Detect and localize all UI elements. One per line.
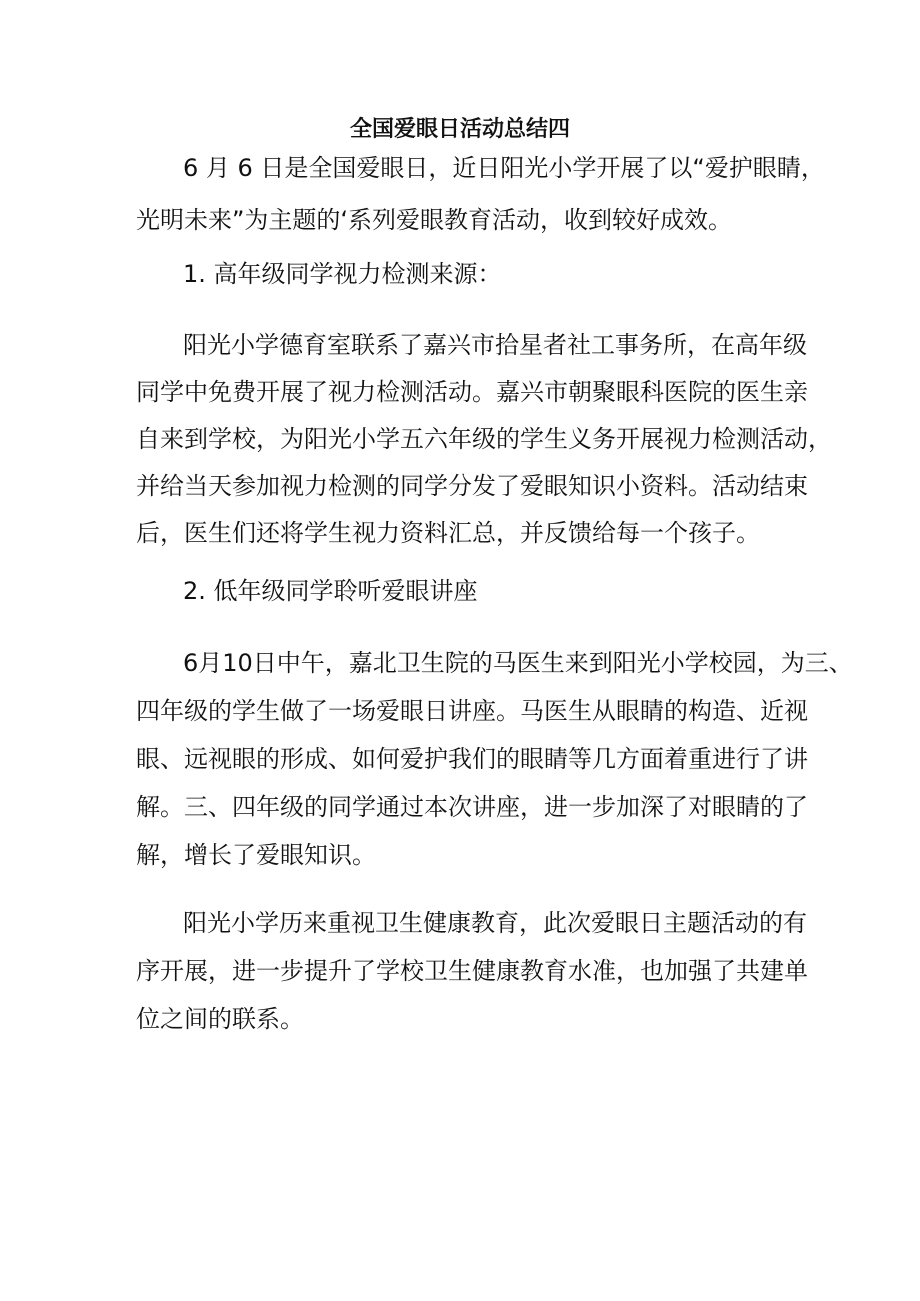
closing-line: 位之间的联系。	[136, 1005, 304, 1033]
closing-line: 序开展，进一步提升了学校卫生健康教育水准，也加强了共建单	[136, 957, 808, 985]
section-2-line: 眼、远视眼的形成、如何爱护我们的眼睛等几方面着重进行了讲	[136, 745, 808, 773]
closing-line: 阳光小学历来重视卫生健康教育，此次爱眼日主题活动的有	[183, 909, 807, 937]
section-2-heading: 2. 低年级同学聆听爱眼讲座	[183, 577, 478, 605]
intro-line: 6 月 6 日是全国爱眼日，近日阳光小学开展了以“爱护眼睛，	[183, 154, 825, 182]
section-2-line: 四年级的学生做了一场爱眼日讲座。马医生从眼睛的构造、近视	[136, 697, 808, 725]
section-1-line: 并给当天参加视力检测的同学分发了爱眼知识小资料。活动结束	[136, 472, 808, 500]
section-1-line: 同学中免费开展了视力检测活动。嘉兴市朝聚眼科医院的医生亲	[136, 378, 808, 406]
section-1-line: 阳光小学德育室联系了嘉兴市拾星者社工事务所，在高年级	[183, 331, 807, 359]
intro-line: 光明未来”为主题的‘系列爱眼教育活动，收到较好成效。	[136, 206, 733, 234]
section-2-line: 解。三、四年级的同学通过本次讲座，进一步加深了对眼睛的了	[136, 793, 808, 821]
section-1-heading: 1. 高年级同学视力检测来源：	[183, 260, 502, 288]
document-title: 全国爱眼日活动总结四	[349, 117, 570, 142]
section-1-line: 自来到学校，为阳光小学五六年级的学生义务开展视力检测活动，	[136, 425, 832, 453]
section-1-line: 后，医生们还将学生视力资料汇总，并反馈给每一个孩子。	[136, 519, 760, 547]
section-2-line: 6月10日中午，嘉北卫生院的马医生来到阳光小学校园，为三、	[183, 649, 853, 677]
section-2-line: 解，增长了爱眼知识。	[136, 841, 376, 869]
